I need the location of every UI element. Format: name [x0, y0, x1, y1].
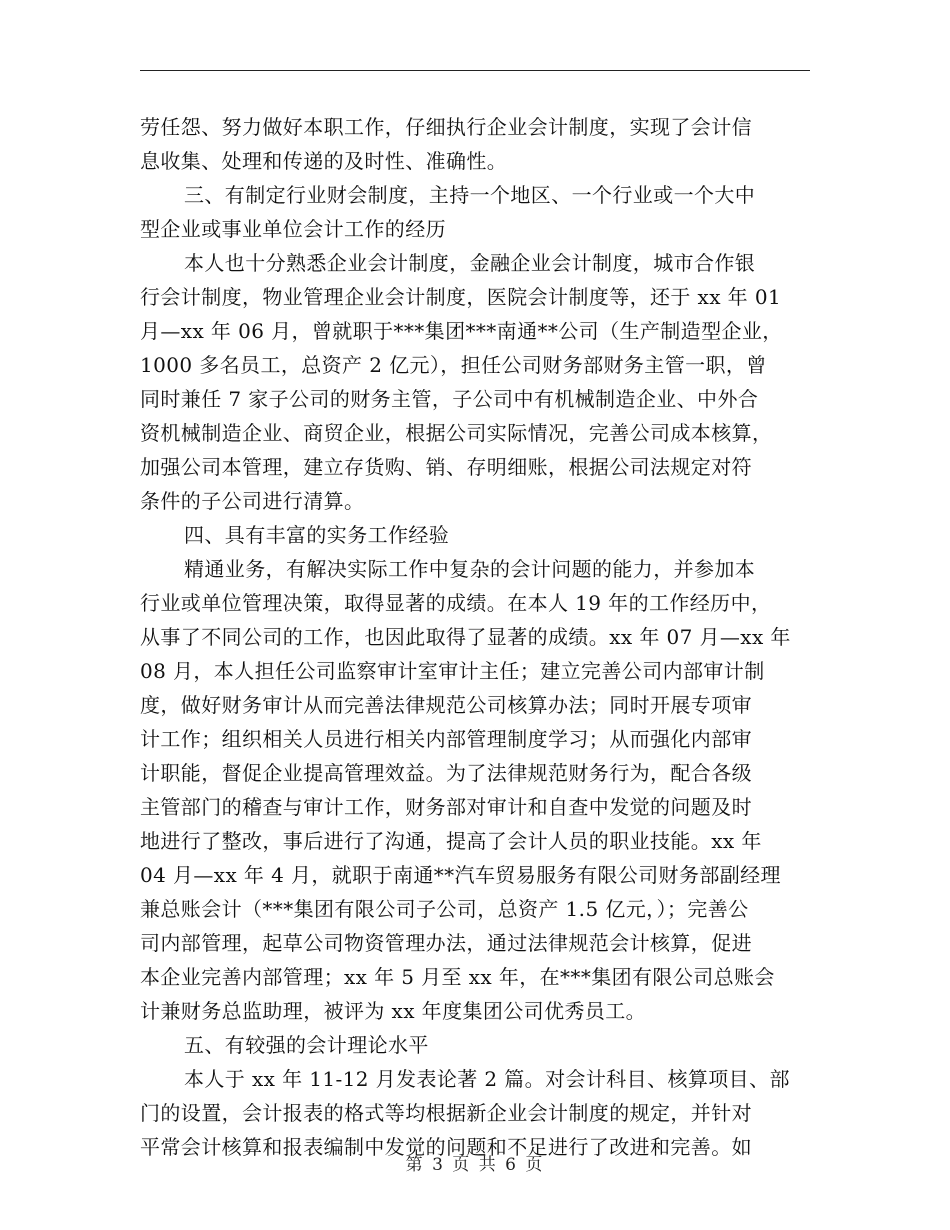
- paragraph-first-line: 本人也十分熟悉企业会计制度，金融企业会计制度，城市合作银: [184, 251, 756, 275]
- paragraph-line: 行会计制度，物业管理企业会计制度，医院会计制度等，还于 xx 年 01: [140, 285, 782, 309]
- paragraph-line: 条件的子公司进行清算。: [140, 489, 365, 513]
- paragraph-first-line: 精通业务，有解决实际工作中复杂的会计问题的能力，并参加本: [184, 557, 756, 581]
- paragraph-line: 从事了不同公司的工作，也因此取得了显著的成绩。xx 年 07 月—xx 年: [140, 625, 791, 649]
- paragraph-line: 计工作；组织相关人员进行相关内部管理制度学习；从而强化内部审: [140, 727, 752, 751]
- paragraph-line: 型企业或事业单位会计工作的经历: [140, 217, 446, 241]
- paragraph-first-line: 四、具有丰富的实务工作经验: [184, 523, 450, 547]
- paragraph-line: 1000 多名员工，总资产 2 亿元），担任公司财务部财务主管一职，曾: [140, 353, 767, 377]
- paragraph-first-line: 本人于 xx 年 11-12 月发表论著 2 篇。对会计科目、核算项目、部: [184, 1067, 790, 1091]
- paragraph-line: 加强公司本管理，建立存货购、销、存明细账，根据公司法规定对符: [140, 455, 752, 479]
- paragraph-line: 04 月—xx 年 4 月，就职于南通**汽车贸易服务有限公司财务部副经理: [140, 863, 781, 887]
- paragraph-line: 门的设置，会计报表的格式等均根据新企业会计制度的规定，并针对: [140, 1101, 752, 1125]
- page-number: 第 3 页 共 6 页: [405, 1155, 545, 1175]
- paragraph-line: 08 月，本人担任公司监察审计室审计主任；建立完善公司内部审计制: [140, 659, 765, 683]
- paragraph-line: 月—xx 年 06 月，曾就职于***集团***南通**公司（生产制造型企业，: [140, 319, 783, 343]
- paragraph-line: 地进行了整改，事后进行了沟通，提高了会计人员的职业技能。xx 年: [140, 829, 762, 853]
- paragraph-line: 行业或单位管理决策，取得显著的成绩。在本人 19 年的工作经历中，: [140, 591, 772, 615]
- document-body: [140, 110, 812, 1164]
- paragraph-line: 兼总账会计（***集团有限公司子公司，总资产 1.5 亿元，）；完善公: [140, 897, 749, 921]
- paragraph-line: 资机械制造企业、商贸企业，根据公司实际情况，完善公司成本核算，: [140, 421, 773, 445]
- header-rule: [140, 70, 810, 71]
- paragraph-line: 司内部管理，起草公司物资管理办法，通过法律规范会计核算，促进: [140, 931, 752, 955]
- paragraph-line: 平常会计核算和报表编制中发觉的问题和不足进行了改进和完善。如: [140, 1135, 752, 1159]
- paragraph-line: 度，做好财务审计从而完善法律规范公司核算办法；同时开展专项审: [140, 693, 752, 717]
- paragraph-line: 息收集、处理和传递的及时性、准确性。: [140, 149, 508, 173]
- paragraph-first-line: 三、有制定行业财会制度，主持一个地区、一个行业或一个大中: [184, 183, 756, 207]
- paragraph-line: 同时兼任 7 家子公司的财务主管，子公司中有机械制造企业、中外合: [140, 387, 759, 411]
- paragraph-line: 计兼财务总监助理，被评为 xx 年度集团公司优秀员工。: [140, 999, 647, 1023]
- paragraph-line: 计职能，督促企业提高管理效益。为了法律规范财务行为，配合各级: [140, 761, 752, 785]
- paragraph-line: 主管部门的稽查与审计工作，财务部对审计和自查中发觉的问题及时: [140, 795, 752, 819]
- paragraph-first-line: 五、有较强的会计理论水平: [184, 1033, 429, 1057]
- paragraph-line: 本企业完善内部管理；xx 年 5 月至 xx 年，在***集团有限公司总账会: [140, 965, 775, 989]
- paragraph-line: 劳任怨、努力做好本职工作，仔细执行企业会计制度，实现了会计信: [140, 115, 752, 139]
